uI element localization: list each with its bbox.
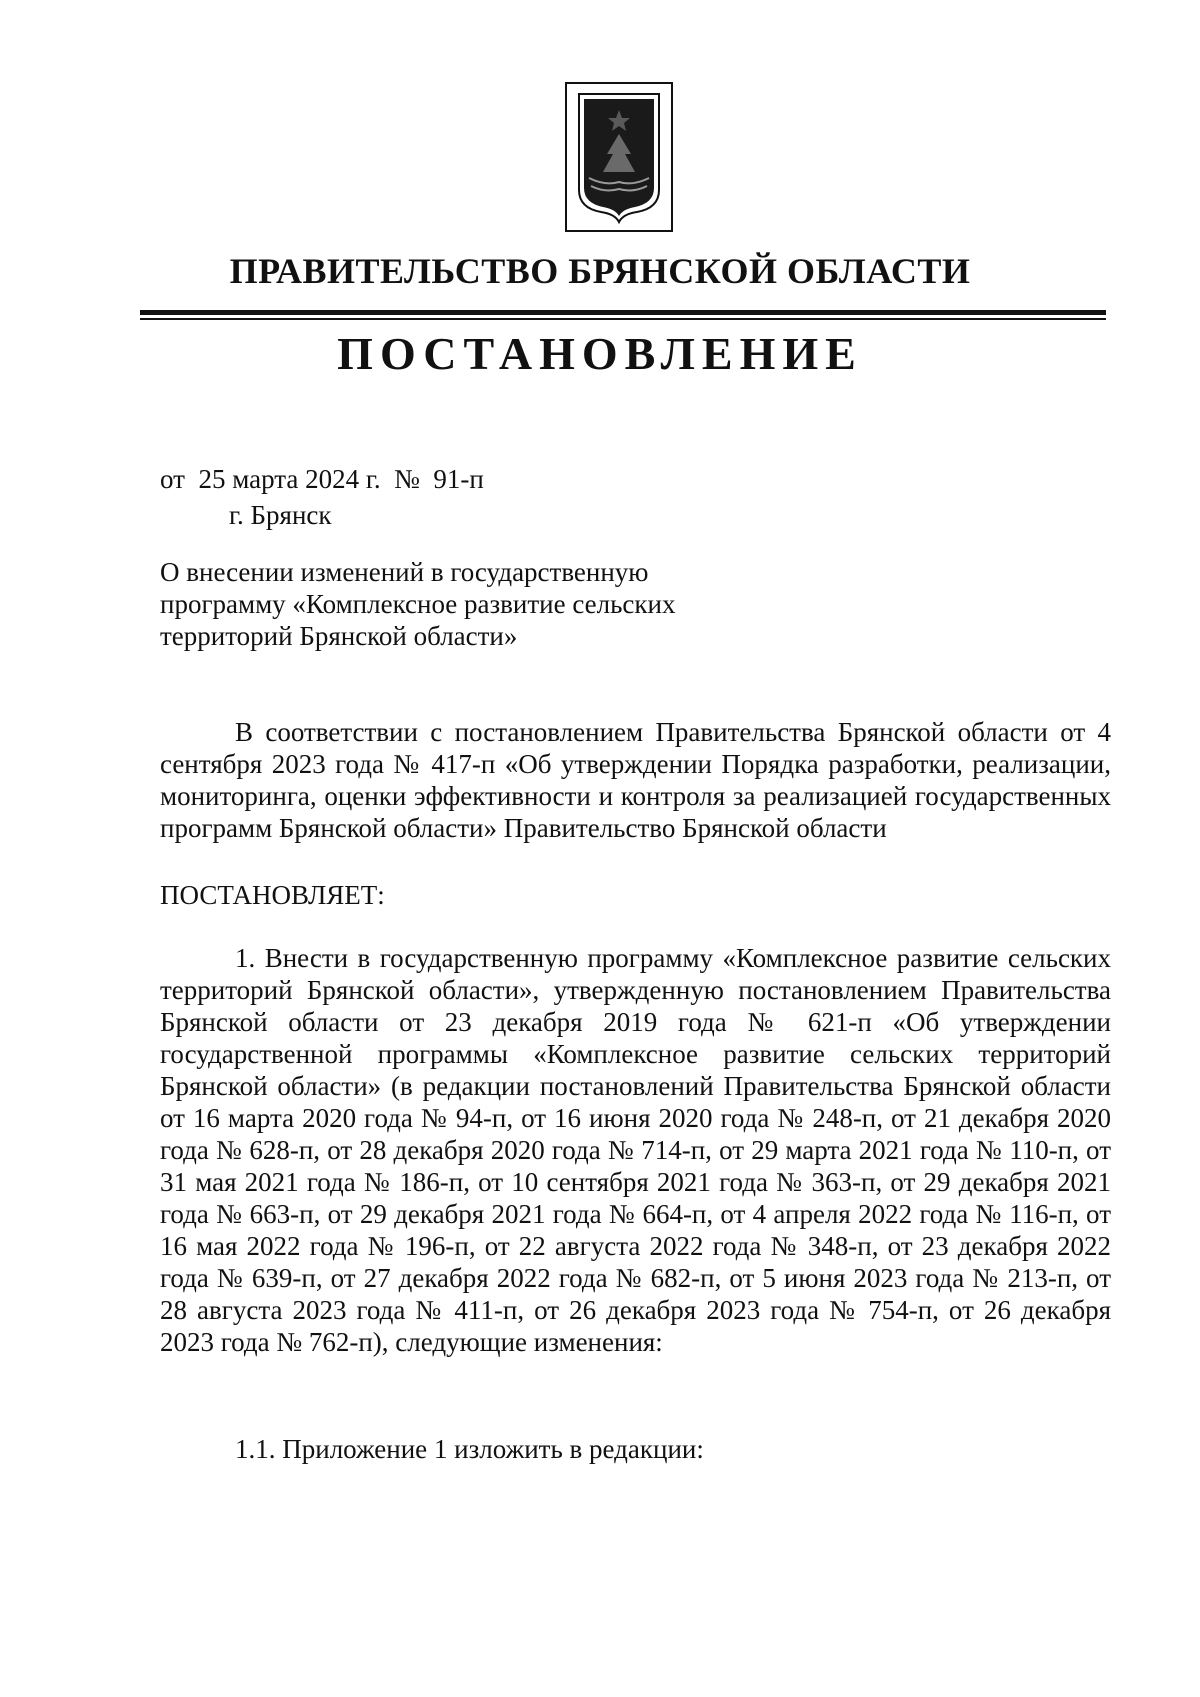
city: г. Брянск: [229, 500, 332, 530]
item-1-1-paragraph: 1.1. Приложение 1 изложить в редакции:: [235, 1434, 704, 1464]
organization-title: ПРАВИТЕЛЬСТВО БРЯНСКОЙ ОБЛАСТИ: [229, 251, 971, 291]
coat-of-arms-icon: [565, 82, 673, 232]
header-rule-thin: [140, 318, 1106, 320]
preamble-paragraph: В соответствии с постановлением Правительства Брянской области от 4 сентября 2023 года № 417-п «Об утверждении Порядка разработки, реализации, мониторинга, оценки эффективности и контроля за реализацией государственных программ Брянской области» Правительство Брянской области: [160, 717, 1111, 843]
decree-word: ПОСТАНОВЛЯЕТ:: [160, 880, 385, 910]
date-number-line: от 25 марта 2024 г. № 91-п: [160, 464, 484, 494]
header-rule-thick: [140, 310, 1106, 315]
item-1-paragraph: 1. Внести в государственную программу «Комплексное развитие сельских территорий Брянской области», утвержденную постановлением Правительства Брянской области от 23 декабря 2019 года № 621-п «Об утверждении государственной программы «Комплексное развитие сельских территорий Брянской области» (в редакции постановлений Правительства Брянской области от 16 марта 2020 года № 94-п, от 16 июня 2020 года № 248-п, от 21 декабря 2020 года № 628-п, от 28 декабря 2020 года № 714-п, от 29 марта 2021 года № 110-п, от 31 мая 2021 года № 186-п, от 10 сентября 2021 года № 363-п, от 29 декабря 2021 года № 663-п, от 29 декабря 2021 года № 664-п, от 4 апреля 2022 года № 116-п, от 16 мая 2022 года № 196-п, от 22 августа 2022 года № 348-п, от 23 декабря 2022 года № 639-п, от 27 декабря 2022 года № 682-п, от 5 июня 2023 года № 213-п, от 28 августа 2023 года № 411-п, от 26 декабря 2023 года № 754-п, от 26 декабря 2023 года № 762-п), следующие изменения:: [160, 943, 1111, 1357]
document-type-title: ПОСТАНОВЛЕНИЕ: [337, 328, 863, 379]
document-subject: О внесении изменений в государственную программу «Комплексное развитие сельских территорий Брянской области»: [160, 557, 676, 651]
